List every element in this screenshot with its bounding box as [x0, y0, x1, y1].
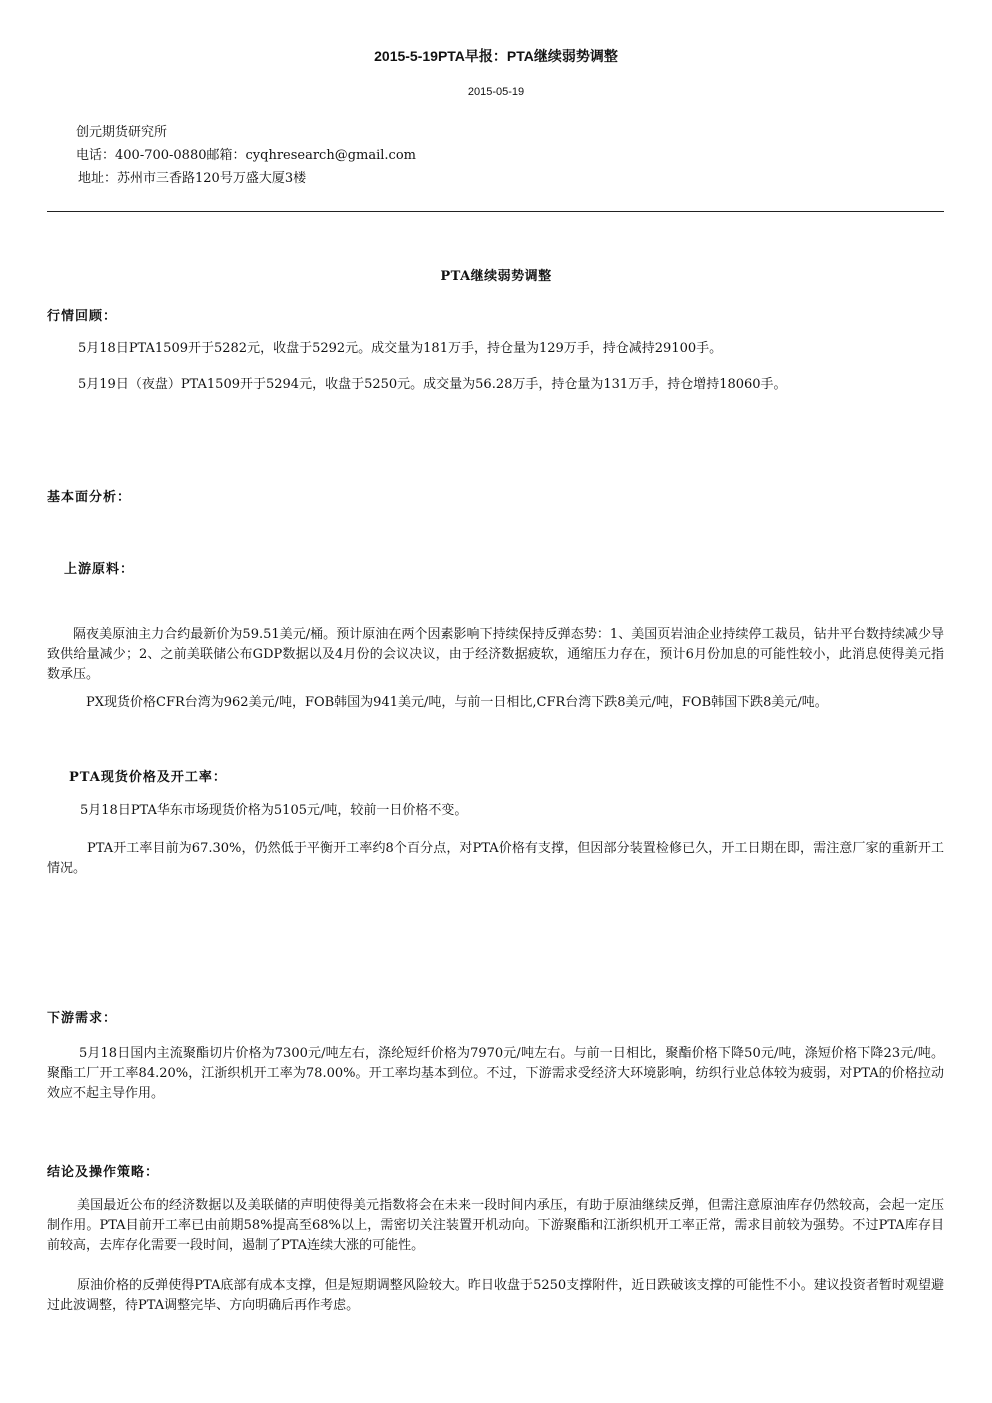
org-name: 创元期货研究所	[76, 125, 168, 140]
downstream-paragraph-1: 5月18日国内主流聚酯切片价格为7300元/吨左右，涤纶短纤价格为7970元/吨左右。与前一日相比，聚酯价格下降50元/吨，涤短价格下降23元/吨。聚酯工厂开工率84.20%，江浙织机开工率为78.00%。开工率均基本到位。不过，下游需求受经济大环境影响，纺织行业总体较为疲弱，对PTA的价格拉动效应不起主导作用。	[47, 1046, 944, 1101]
report-title: 2015-5-19PTA早报：PTA继续弱势调整	[374, 48, 618, 64]
article-subtitle: PTA继续弱势调整	[440, 269, 552, 284]
spot-price-paragraph-1: 5月18日PTA华东市场现货价格为5105元/吨，较前一日价格不变。	[80, 803, 468, 818]
upstream-paragraph-2: PX现货价格CFR台湾为962美元/吨，FOB韩国为941美元/吨，与前一日相比,CFR台湾下跌8美元/吨，FOB韩国下跌8美元/吨。	[86, 695, 828, 710]
contact-line: 电话：400-700-0880邮箱：cyqhresearch@gmail.com	[76, 148, 416, 163]
org-info-block	[76, 121, 416, 190]
spot-price-heading: PTA现货价格及开工率：	[69, 770, 227, 785]
report-date: 2015-05-19	[467, 86, 525, 98]
upstream-heading: 上游原料：	[64, 562, 135, 577]
market-review-paragraph-1: 5月18日PTA1509开于5282元，收盘于5292元。成交量为181万手，持仓量为129万手，持仓减持29100手。	[78, 341, 723, 356]
conclusion-paragraph-2: 原油价格的反弹使得PTA底部有成本支撑，但是短期调整风险较大。昨日收盘于5250支撑附件，近日跌破该支撑的可能性不小。建议投资者暂时观望避过此波调整，待PTA调整完毕、方向明确后再作考虑。	[47, 1278, 944, 1313]
upstream-paragraph-1: 隔夜美原油主力合约最新价为59.51美元/桶。预计原油在两个因素影响下持续保持反弹态势：1、美国页岩油企业持续停工裁员，钻井平台数持续减少导致供给量减少；2、之前美联储公布GDP数据以及4月份的会议决议，由于经济数据疲软，通缩压力存在，预计6月份加息的可能性较小，此消息使得美元指数承压。	[47, 627, 944, 682]
fundamentals-heading: 基本面分析：	[47, 490, 132, 505]
market-review-paragraph-2: 5月19日（夜盘）PTA1509开于5294元，收盘于5250元。成交量为56.28万手，持仓量为131万手，持仓增持18060手。	[78, 377, 787, 392]
conclusion-heading: 结论及操作策略：	[47, 1165, 160, 1180]
downstream-heading: 下游需求：	[47, 1011, 118, 1026]
header-divider	[47, 211, 944, 212]
market-review-heading: 行情回顾：	[47, 309, 118, 324]
spot-price-paragraph-2: PTA开工率目前为67.30%，仍然低于平衡开工率约8个百分点，对PTA价格有支撑，但因部分装置检修已久，开工日期在即，需注意厂家的重新开工情况。	[47, 841, 944, 876]
address-line: 地址：苏州市三香路120号万盛大厦3楼	[78, 171, 307, 186]
conclusion-paragraph-1: 美国最近公布的经济数据以及美联储的声明使得美元指数将会在未来一段时间内承压，有助于原油继续反弹，但需注意原油库存仍然较高，会起一定压制作用。PTA目前开工率已由前期58%提高至68%以上，需密切关注装置开机动向。下游聚酯和江浙织机开工率正常，需求目前较为强势。不过PTA库存目前较高，去库存化需要一段时间，遏制了PTA连续大涨的可能性。	[47, 1198, 944, 1253]
